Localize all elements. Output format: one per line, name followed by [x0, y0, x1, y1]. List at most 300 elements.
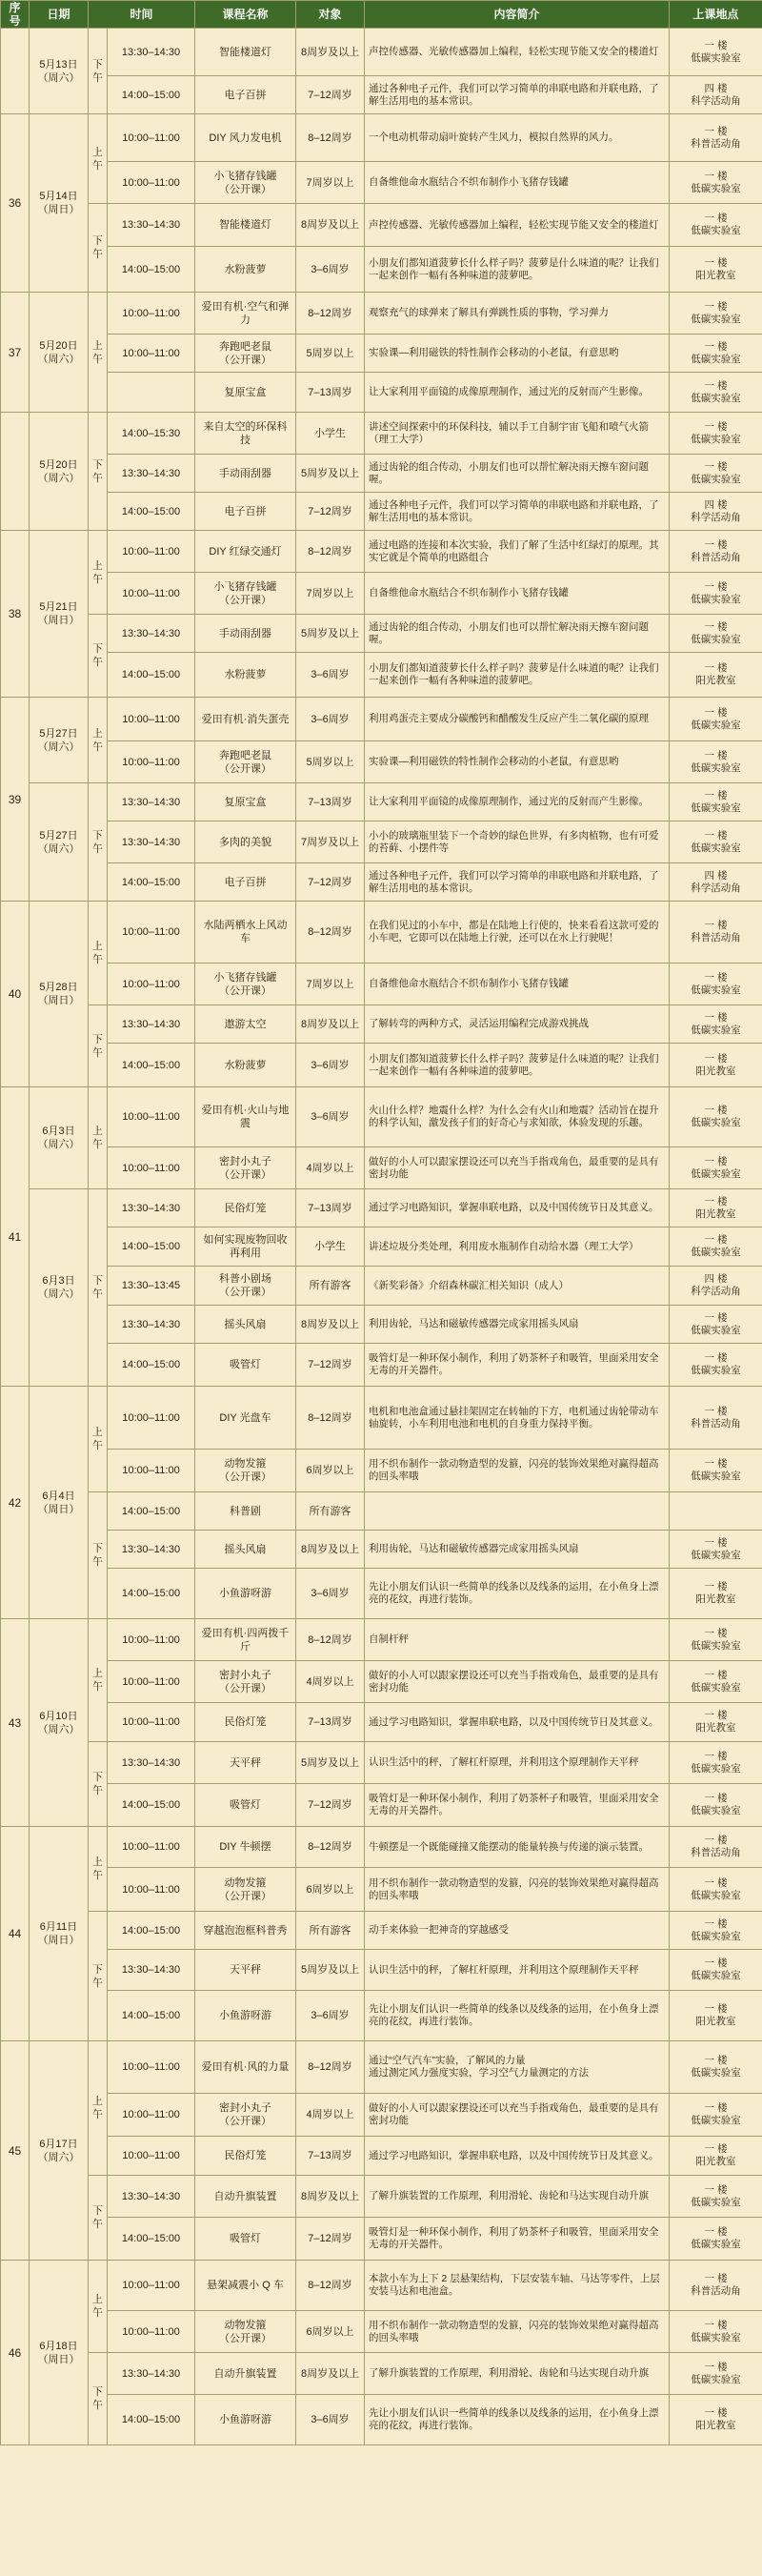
description-cell: 小朋友们都知道菠萝长什么样子吗？菠萝是什么味道的呢？让我们一起来创作一幅有各种味道的菠萝吧。 [365, 1044, 670, 1087]
period-cell: 下午 [89, 29, 108, 114]
time-cell: 13:30–14:30 [108, 2176, 195, 2218]
course-cell: 爱田有机·火山与地震 [195, 1087, 296, 1147]
course-cell: 遨游太空 [195, 1005, 296, 1044]
description-cell: 实验课—利用磁铁的特性制作会移动的小老鼠，有意思哟 [365, 335, 670, 373]
description-cell: 声控传感器、光敏传感器加上编程，轻松实现节能又安全的楼道灯 [365, 204, 670, 247]
time-cell: 10:00–11:00 [108, 2041, 195, 2094]
date-cell: 5月28日 （周日） [30, 902, 89, 1087]
time-cell: 13:30–14:30 [108, 2353, 195, 2395]
location-cell: 一 楼 低碳实验室 [670, 2041, 762, 2094]
time-cell: 14:00–15:00 [108, 653, 195, 698]
location-cell: 四 楼 科学活动角 [670, 76, 762, 114]
audience-cell: 7–12周岁 [296, 2218, 365, 2261]
time-cell: 10:00–11:00 [108, 573, 195, 615]
location-cell: 一 楼 低碳实验室 [670, 1912, 762, 1950]
time-cell: 14:00–15:00 [108, 1991, 195, 2041]
time-cell: 14:00–15:00 [108, 1492, 195, 1531]
course-cell: DIY 风力发电机 [195, 114, 296, 162]
audience-cell: 5周岁及以上 [296, 455, 365, 493]
time-cell: 13:30–14:30 [108, 455, 195, 493]
audience-cell: 7周岁以上 [296, 963, 365, 1005]
location-cell: 一 楼 低碳实验室 [670, 2353, 762, 2395]
course-cell: 小鱼游呀游 [195, 1991, 296, 2041]
table-row [1, 1267, 762, 1306]
time-cell: 14:00–15:30 [108, 413, 195, 455]
location-cell: 四 楼 科学活动角 [670, 863, 762, 902]
period-cell: 下午 [89, 783, 108, 902]
seq-cell: 37 [1, 293, 30, 413]
time-cell: 10:00–11:00 [108, 1147, 195, 1189]
audience-cell: 7–13周岁 [296, 1703, 365, 1742]
time-cell: 13:30–14:30 [108, 1742, 195, 1784]
time-cell: 10:00–11:00 [108, 1661, 195, 1703]
period-cell: 上午 [89, 2261, 108, 2353]
seq-cell: 38 [1, 531, 30, 698]
period-cell: 下午 [89, 1742, 108, 1827]
time-cell: 10:00–11:00 [108, 902, 195, 963]
header-audience: 对象 [296, 1, 365, 29]
header-time: 时间 [89, 1, 195, 29]
location-cell: 一 楼 阳光教室 [670, 1044, 762, 1087]
table-row [1, 114, 762, 162]
description-cell: 用不织布制作一款动物造型的发箍，闪亮的装饰效果绝对赢得超高的回头率哦 [365, 2311, 670, 2353]
description-cell: 自备维他命水瓶结合不织布制作小飞猪存钱罐 [365, 162, 670, 204]
period-cell: 上午 [89, 1387, 108, 1492]
audience-cell: 8–12周岁 [296, 531, 365, 573]
time-cell: 13:30–14:30 [108, 615, 195, 653]
audience-cell: 8–12周岁 [296, 293, 365, 335]
description-cell: 用不织布制作一款动物造型的发箍，闪亮的装饰效果绝对赢得超高的回头率哦 [365, 1450, 670, 1492]
location-cell: 一 楼 低碳实验室 [670, 698, 762, 741]
course-cell: 水粉菠萝 [195, 247, 296, 293]
period-cell: 下午 [89, 1492, 108, 1619]
description-cell: 讲述空间探索中的环保科技，辅以手工自制宇宙飞船和喷气火箭（理工大学） [365, 413, 670, 455]
audience-cell: 8周岁及以上 [296, 204, 365, 247]
time-cell: 14:00–15:00 [108, 2395, 195, 2445]
date-cell: 6月17日 （周六） [30, 2041, 89, 2261]
period-cell: 上午 [89, 1619, 108, 1742]
description-cell: 用不织布制作一款动物造型的发箍，闪亮的装饰效果绝对赢得超高的回头率哦 [365, 1868, 670, 1912]
description-cell: 电机和电池盒通过悬挂架固定在转轴的下方，电机通过齿轮带动车轴旋转，小车利用电池和电机的自身重力保持平衡。 [365, 1387, 670, 1450]
course-cell: 小飞猪存钱罐 （公开课） [195, 963, 296, 1005]
time-cell: 14:00–15:00 [108, 1569, 195, 1619]
location-cell: 一 楼 阳光教室 [670, 1703, 762, 1742]
location-cell: 一 楼 阳光教室 [670, 2395, 762, 2445]
description-cell: 一个电动机带动扇叶旋转产生风力，模拟自然界的风力。 [365, 114, 670, 162]
table-row [1, 1703, 762, 1742]
description-cell: 了解转弯的两种方式，灵活运用编程完成游戏挑战 [365, 1005, 670, 1044]
description-cell: 了解升旗装置的工作原理，利用滑轮、齿轮和马达实现自动升旗 [365, 2176, 670, 2218]
audience-cell: 5周岁及以上 [296, 1950, 365, 1991]
audience-cell: 7–13周岁 [296, 1189, 365, 1227]
date-cell: 5月13日 （周六） [30, 29, 89, 114]
description-cell: 了解升旗装置的工作原理，利用滑轮、齿轮和马达实现自动升旗 [365, 2353, 670, 2395]
audience-cell: 3–6周岁 [296, 698, 365, 741]
location-cell: 一 楼 科普活动角 [670, 114, 762, 162]
audience-cell: 8周岁及以上 [296, 2176, 365, 2218]
location-cell: 一 楼 低碳实验室 [670, 741, 762, 783]
course-cell: 密封小丸子 （公开课） [195, 1147, 296, 1189]
course-cell: 天平秤 [195, 1950, 296, 1991]
course-cell: DIY 红绿交通灯 [195, 531, 296, 573]
location-cell: 一 楼 低碳实验室 [670, 573, 762, 615]
time-cell: 10:00–11:00 [108, 1619, 195, 1661]
course-cell: 复原宝盒 [195, 373, 296, 413]
date-cell: 5月14日 （周日） [30, 114, 89, 293]
table-row [1, 1950, 762, 1991]
seq-cell: 41 [1, 1087, 30, 1387]
course-cell: 爱田有机·空气和弹力 [195, 293, 296, 335]
table-row [1, 1147, 762, 1189]
location-cell: 一 楼 阳光教室 [670, 1189, 762, 1227]
description-cell: 认识生活中的秤，了解杠杆原理，并利用这个原理制作天平秤 [365, 1742, 670, 1784]
seq-cell: 44 [1, 1827, 30, 2041]
table-row [1, 783, 762, 821]
table-row [1, 741, 762, 783]
audience-cell: 5周岁以上 [296, 741, 365, 783]
course-cell: 手动雨刮器 [195, 455, 296, 493]
course-cell: 摇头风扇 [195, 1306, 296, 1344]
table-row [1, 247, 762, 293]
location-cell: 一 楼 低碳实验室 [670, 783, 762, 821]
table-row [1, 1784, 762, 1827]
course-cell: DIY 光盘车 [195, 1387, 296, 1450]
location-cell: 一 楼 低碳实验室 [670, 335, 762, 373]
course-cell: 天平秤 [195, 1742, 296, 1784]
time-cell: 13:30–14:30 [108, 204, 195, 247]
location-cell: 一 楼 科普活动角 [670, 2261, 762, 2311]
table-row [1, 902, 762, 963]
course-cell: 手动雨刮器 [195, 615, 296, 653]
table-row [1, 1227, 762, 1267]
course-cell: 电子百拼 [195, 863, 296, 902]
table-row [1, 493, 762, 531]
time-cell: 13:30–14:30 [108, 1005, 195, 1044]
course-cell: 如何实现废物回收再利用 [195, 1227, 296, 1267]
location-cell: 一 楼 低碳实验室 [670, 821, 762, 863]
course-cell: 爱田有机·风的力量 [195, 2041, 296, 2094]
date-cell: 6月11日 （周日） [30, 1827, 89, 2041]
time-cell: 10:00–11:00 [108, 2261, 195, 2311]
description-cell: 讲述垃圾分类处理，利用废水瓶制作自动给水器（理工大学） [365, 1227, 670, 1267]
table-row [1, 1827, 762, 1868]
course-cell: 民俗灯笼 [195, 2137, 296, 2176]
description-cell: 声控传感器、光敏传感器加上编程，轻松实现节能又安全的楼道灯 [365, 29, 670, 76]
audience-cell: 所有游客 [296, 1267, 365, 1306]
audience-cell: 6周岁以上 [296, 1868, 365, 1912]
period-cell: 上午 [89, 1827, 108, 1912]
description-cell: 动手来体验一把神奇的穿越感受 [365, 1912, 670, 1950]
time-cell: 14:00–15:00 [108, 2218, 195, 2261]
table-row [1, 1189, 762, 1227]
audience-cell: 8–12周岁 [296, 1387, 365, 1450]
time-cell: 10:00–11:00 [108, 1387, 195, 1450]
table-row [1, 1450, 762, 1492]
period-cell: 上午 [89, 698, 108, 783]
location-cell: 一 楼 低碳实验室 [670, 2311, 762, 2353]
table-row [1, 1619, 762, 1661]
description-cell: 自制杆秤 [365, 1619, 670, 1661]
audience-cell: 7–12周岁 [296, 863, 365, 902]
course-cell: 小飞猪存钱罐 （公开课） [195, 573, 296, 615]
description-cell: 通过各种电子元件，我们可以学习简单的串联电路和并联电路，了解生活用电的基本常识。 [365, 493, 670, 531]
table-row [1, 162, 762, 204]
audience-cell: 5周岁及以上 [296, 615, 365, 653]
location-cell: 一 楼 低碳实验室 [670, 162, 762, 204]
seq-cell: 43 [1, 1619, 30, 1827]
audience-cell: 8周岁及以上 [296, 1531, 365, 1569]
course-cell: 穿越泡泡框科普秀 [195, 1912, 296, 1950]
audience-cell: 所有游客 [296, 1492, 365, 1531]
time-cell: 10:00–11:00 [108, 1868, 195, 1912]
time-cell: 14:00–15:00 [108, 247, 195, 293]
description-cell: 先让小朋友们认识一些简单的线条以及线条的运用，在小鱼身上漂亮的花纹，再进行装饰。 [365, 2395, 670, 2445]
location-cell: 一 楼 低碳实验室 [670, 1087, 762, 1147]
period-cell: 下午 [89, 1189, 108, 1387]
table-row [1, 573, 762, 615]
time-cell: 14:00–15:00 [108, 1044, 195, 1087]
course-cell: 密封小丸子 （公开课） [195, 2094, 296, 2137]
description-cell: 做好的小人可以跟家摆设还可以充当手指戏角色，最重要的是具有密封功能 [365, 2094, 670, 2137]
description-cell: 让大家利用平面镜的成像原理制作，通过光的反射而产生影像。 [365, 783, 670, 821]
course-cell: 智能楼道灯 [195, 204, 296, 247]
course-cell: 吸管灯 [195, 1344, 296, 1387]
course-cell: 水粉菠萝 [195, 653, 296, 698]
header-location: 上课地点 [670, 1, 762, 29]
course-cell: 动物发箍 （公开课） [195, 1868, 296, 1912]
date-cell: 5月27日 （周六） [30, 783, 89, 902]
period-cell: 下午 [89, 1912, 108, 2041]
table-row [1, 1306, 762, 1344]
date-cell: 6月3日 （周六） [30, 1087, 89, 1189]
table-row [1, 373, 762, 413]
audience-cell: 7周岁及以上 [296, 821, 365, 863]
location-cell: 一 楼 低碳实验室 [670, 1619, 762, 1661]
date-cell: 6月10日 （周六） [30, 1619, 89, 1827]
description-cell: 小朋友们都知道菠萝长什么样子吗？菠萝是什么味道的呢？让我们一起来创作一幅有各种味道的菠萝吧。 [365, 247, 670, 293]
audience-cell: 3–6周岁 [296, 1087, 365, 1147]
description-cell: 吸管灯是一种环保小制作，利用了奶茶杯子和吸管，里面采用安全无毒的开关器件。 [365, 2218, 670, 2261]
date-cell: 6月3日 （周六） [30, 1189, 89, 1387]
course-cell: 奔跑吧老鼠 （公开课） [195, 335, 296, 373]
audience-cell: 8–12周岁 [296, 2261, 365, 2311]
description-cell: 小小的玻璃瓶里装下一个奇妙的绿色世界，有多肉植物，也有可爱的苔藓、小摆件等 [365, 821, 670, 863]
audience-cell: 6周岁以上 [296, 1450, 365, 1492]
location-cell: 一 楼 低碳实验室 [670, 1227, 762, 1267]
location-cell: 一 楼 低碳实验室 [670, 1950, 762, 1991]
course-cell: 爱田有机·消失蛋壳 [195, 698, 296, 741]
description-cell: 通过学习电路知识，掌握串联电路，以及中国传统节日及其意义。 [365, 1189, 670, 1227]
course-cell: 民俗灯笼 [195, 1189, 296, 1227]
description-cell: 在我们见过的小车中，都是在陆地上行使的，快来看看这款可爱的小车吧，它即可以在陆地上行驶，还可以在水上行驶呢！ [365, 902, 670, 963]
audience-cell: 3–6周岁 [296, 1991, 365, 2041]
location-cell: 一 楼 低碳实验室 [670, 373, 762, 413]
period-cell: 下午 [89, 2353, 108, 2445]
header-description: 内容简介 [365, 1, 670, 29]
table-row [1, 1531, 762, 1569]
table-row [1, 2261, 762, 2311]
description-cell: 自备维他命水瓶结合不织布制作小飞猪存钱罐 [365, 573, 670, 615]
location-cell: 一 楼 低碳实验室 [670, 2176, 762, 2218]
table-header-row [1, 1, 762, 29]
table-row [1, 2137, 762, 2176]
date-cell: 5月20日 （周六） [30, 293, 89, 413]
course-cell: 动物发箍 （公开课） [195, 2311, 296, 2353]
table-row [1, 1991, 762, 2041]
date-cell: 6月4日 （周日） [30, 1387, 89, 1619]
course-cell: 复原宝盒 [195, 783, 296, 821]
table-row [1, 2353, 762, 2395]
course-cell: 民俗灯笼 [195, 1703, 296, 1742]
course-cell: 吸管灯 [195, 2218, 296, 2261]
location-cell: 一 楼 低碳实验室 [670, 963, 762, 1005]
table-row [1, 863, 762, 902]
description-cell: 通过各种电子元件，我们可以学习简单的串联电路和并联电路，了解生活用电的基本常识。 [365, 863, 670, 902]
description-cell: 先让小朋友们认识一些简单的线条以及线条的运用，在小鱼身上漂亮的花纹，再进行装饰。 [365, 1991, 670, 2041]
location-cell: 一 楼 科普活动角 [670, 531, 762, 573]
seq-cell [1, 413, 30, 531]
table-row [1, 455, 762, 493]
location-cell: 一 楼 低碳实验室 [670, 1306, 762, 1344]
course-cell: 科普剧 [195, 1492, 296, 1531]
location-cell: 一 楼 低碳实验室 [670, 1784, 762, 1827]
table-row [1, 2218, 762, 2261]
description-cell: 自备维他命水瓶结合不织布制作小飞猪存钱罐 [365, 963, 670, 1005]
description-cell: 实验课—利用磁铁的特性制作会移动的小老鼠，有意思哟 [365, 741, 670, 783]
table-row [1, 29, 762, 76]
course-cell: 小鱼游呀游 [195, 2395, 296, 2445]
time-cell: 10:00–11:00 [108, 698, 195, 741]
description-cell: 利用鸡蛋壳主要成分碳酸钙和醋酸发生反应产生二氧化碳的原理 [365, 698, 670, 741]
course-cell: 悬架减震小 Q 车 [195, 2261, 296, 2311]
course-cell: 智能楼道灯 [195, 29, 296, 76]
course-cell: 水陆两栖水上风动车 [195, 902, 296, 963]
description-cell: 利用齿轮，马达和磁敏传感器完成家用摇头风扇 [365, 1531, 670, 1569]
audience-cell: 5周岁及以上 [296, 1742, 365, 1784]
time-cell: 13:30–14:30 [108, 1950, 195, 1991]
time-cell: 10:00–11:00 [108, 2137, 195, 2176]
header-seq: 序号 [1, 1, 30, 29]
time-cell: 14:00–15:00 [108, 1784, 195, 1827]
time-cell: 13:30–14:30 [108, 1531, 195, 1569]
course-cell: 科普小剧场 （公开课） [195, 1267, 296, 1306]
location-cell: 一 楼 低碳实验室 [670, 204, 762, 247]
audience-cell: 7–12周岁 [296, 76, 365, 114]
description-cell: 做好的小人可以跟家摆设还可以充当手指戏角色，最重要的是具有密封功能 [365, 1661, 670, 1703]
location-cell: 一 楼 阳光教室 [670, 247, 762, 293]
location-cell: 一 楼 低碳实验室 [670, 1450, 762, 1492]
audience-cell: 7–13周岁 [296, 783, 365, 821]
description-cell: 通过电路的连接和本次实验，我们了解了生活中红绿灯的原理。其实它就是个简单的电路组合 [365, 531, 670, 573]
description-cell: 吸管灯是一种环保小制作，利用了奶茶杯子和吸管，里面采用安全无毒的开关器件。 [365, 1344, 670, 1387]
location-cell: 一 楼 阳光教室 [670, 1991, 762, 2041]
location-cell: 一 楼 科普活动角 [670, 902, 762, 963]
audience-cell: 3–6周岁 [296, 653, 365, 698]
table-row [1, 1044, 762, 1087]
description-cell: 小朋友们都知道菠萝长什么样子吗？菠萝是什么味道的呢？让我们一起来创作一幅有各种味道的菠萝吧。 [365, 653, 670, 698]
time-cell: 10:00–11:00 [108, 293, 195, 335]
period-cell: 下午 [89, 2176, 108, 2261]
audience-cell: 小学生 [296, 1227, 365, 1267]
course-cell: 电子百拼 [195, 493, 296, 531]
description-cell: 做好的小人可以跟家摆设还可以充当手指戏角色，最重要的是具有密封功能 [365, 1147, 670, 1189]
audience-cell: 8周岁及以上 [296, 29, 365, 76]
location-cell: 一 楼 科普活动角 [670, 1827, 762, 1868]
table-row [1, 821, 762, 863]
period-cell: 上午 [89, 902, 108, 1005]
table-row [1, 1868, 762, 1912]
audience-cell: 4周岁以上 [296, 2094, 365, 2137]
table-row [1, 615, 762, 653]
table-row [1, 1492, 762, 1531]
location-cell: 四 楼 科学活动角 [670, 1267, 762, 1306]
location-cell: 一 楼 低碳实验室 [670, 1868, 762, 1912]
time-cell: 13:30–14:30 [108, 29, 195, 76]
audience-cell: 8–12周岁 [296, 2041, 365, 2094]
location-cell: 一 楼 低碳实验室 [670, 293, 762, 335]
audience-cell: 8–12周岁 [296, 902, 365, 963]
seq-cell: 40 [1, 902, 30, 1087]
time-cell [108, 373, 195, 413]
schedule-body [1, 29, 762, 2445]
description-cell: 先让小朋友们认识一些简单的线条以及线条的运用，在小鱼身上漂亮的花纹，再进行装饰。 [365, 1569, 670, 1619]
course-cell: 水粉菠萝 [195, 1044, 296, 1087]
period-cell: 上午 [89, 531, 108, 615]
table-row [1, 335, 762, 373]
audience-cell: 7–13周岁 [296, 373, 365, 413]
time-cell: 14:00–15:00 [108, 76, 195, 114]
course-cell: 小飞猪存钱罐 （公开课） [195, 162, 296, 204]
location-cell: 一 楼 低碳实验室 [670, 1661, 762, 1703]
course-cell: 电子百拼 [195, 76, 296, 114]
audience-cell: 8周岁及以上 [296, 1005, 365, 1044]
audience-cell: 7周岁以上 [296, 162, 365, 204]
time-cell: 10:00–11:00 [108, 1703, 195, 1742]
table-row [1, 2311, 762, 2353]
audience-cell: 8–12周岁 [296, 1827, 365, 1868]
table-row [1, 2094, 762, 2137]
table-row [1, 76, 762, 114]
course-cell: 摇头风扇 [195, 1531, 296, 1569]
period-cell: 下午 [89, 413, 108, 531]
seq-cell [1, 29, 30, 114]
location-cell: 一 楼 阳光教室 [670, 2137, 762, 2176]
table-row [1, 293, 762, 335]
location-cell [670, 1492, 762, 1531]
course-cell: 密封小丸子 （公开课） [195, 1661, 296, 1703]
location-cell: 一 楼 低碳实验室 [670, 1344, 762, 1387]
course-cell: 来自太空的环保科技 [195, 413, 296, 455]
description-cell: 通过“空气汽车”实验，了解风的力量 通过测定风力强度实验，学习空气力量测定的方法 [365, 2041, 670, 2094]
table-row [1, 698, 762, 741]
time-cell: 10:00–11:00 [108, 335, 195, 373]
description-cell: 通过各种电子元件，我们可以学习简单的串联电路和并联电路，了解生活用电的基本常识。 [365, 76, 670, 114]
audience-cell: 小学生 [296, 413, 365, 455]
time-cell: 10:00–11:00 [108, 2311, 195, 2353]
table-row [1, 963, 762, 1005]
time-cell: 10:00–11:00 [108, 1087, 195, 1147]
table-row [1, 1661, 762, 1703]
date-cell: 6月18日 （周日） [30, 2261, 89, 2445]
description-cell: 观察充气的球弹来了解具有弹跳性质的事物，学习弹力 [365, 293, 670, 335]
seq-cell: 46 [1, 2261, 30, 2445]
description-cell: 认识生活中的秤，了解杠杆原理，并利用这个原理制作天平秤 [365, 1950, 670, 1991]
table-row [1, 2395, 762, 2445]
audience-cell: 3–6周岁 [296, 247, 365, 293]
description-cell: 通过齿轮的组合传动，小朋友们也可以帮忙解决雨天擦车窗问题喔。 [365, 615, 670, 653]
description-cell: 通过学习电路知识，掌握串联电路，以及中国传统节日及其意义。 [365, 1703, 670, 1742]
audience-cell: 8–12周岁 [296, 1619, 365, 1661]
